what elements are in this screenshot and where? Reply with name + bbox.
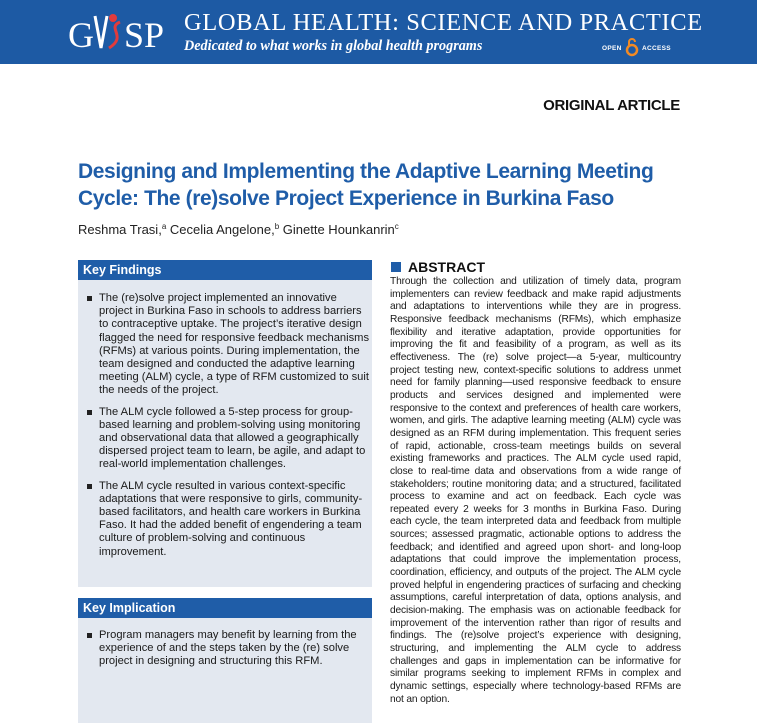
journal-banner — [0, 0, 757, 64]
article-type: ORIGINAL ARTICLE — [543, 97, 680, 114]
key-finding-item: The ALM cycle followed a 5-step process for group-based learning and problem-solving using monitoring and observational data that allowed a geographically dispersed project team to learn, be agile, and adapt to real-world implementation challenges. — [82, 406, 369, 472]
open-access-open: OPEN — [602, 45, 622, 52]
key-findings-list — [82, 292, 369, 567]
journal-title: GLOBAL HEALTH: SCIENCE AND PRACTICE — [184, 9, 703, 36]
key-finding-item: The (re)solve project implemented an innovative project in Burkina Faso in schools to address barriers to contraceptive uptake. The project’s iterative design flagged the need for responsive feedback mechanisms (RFMs) at various points. During implementation, the team designed and conducted the adaptive learning meeting (ALM) cycle, a type of RFM customized to suit the needs of the project. — [82, 292, 369, 398]
key-findings-heading: Key Findings — [78, 260, 372, 280]
svg-text:G: G — [68, 15, 94, 55]
open-lock-icon — [625, 37, 639, 57]
author-affiliation: c — [394, 222, 399, 231]
abstract-heading-text: ABSTRACT — [408, 259, 485, 275]
journal-tagline: Dedicated to what works in global health programs — [184, 38, 483, 54]
key-implication-item: Program managers may benefit by learning from the experience of and the steps taken by the (re) solve project in designing and structuring this RFM. — [82, 629, 369, 669]
key-implication-heading: Key Implication — [78, 598, 372, 618]
open-access-access: ACCESS — [642, 45, 671, 52]
open-access-badge — [598, 37, 678, 57]
article-title: Designing and Implementing the Adaptive Learning Meeting Cycle: The (re)solve Project Experience in Burkina Faso — [78, 160, 654, 210]
key-finding-item: The ALM cycle resulted in various context-specific adaptations that were responsive to girls, community-based facilitators, and health care workers in Burkina Faso. It had the added benefit of engendering a team culture of problem-solving and continuous improvement. — [82, 480, 369, 559]
author-affiliation: a — [161, 222, 167, 231]
abstract-heading — [391, 259, 485, 275]
author-name: Cecelia Angelone, — [169, 222, 275, 237]
author-name: Ginette Hounkanrin — [282, 222, 395, 237]
key-implication-list — [82, 629, 369, 677]
author-list — [78, 222, 399, 237]
abstract-text: Through the collection and utilization of timely data, program implementers can review feedback and make rapid adjustments and adaptations to interventions while they are in progress. Responsive feedback mechanisms (RFMs), which emphasize flexibility and iterative adaptation, provide opportunities for improving the fit and feasibility of a program, as well as its effectiveness. The (re) solve project—a 5-year, multicountry project testing new, context-specific solutions to address unmet need for family planning—used responsive feedback to ensure products and services designed and implemented were responsive to the context and preferences of health care workers, women, and girls. The adaptive learning meeting (ALM) cycle was designed as an RFM during implementation. This frequent series of rapid, actionable, cross-team meetings builds on several existing frameworks and practices. The ALM cycle used rapid, close to real-time data and observations from a wide range of stakeholders; routine monitoring data; and a structured, facilitated process to examine and act on feedback. Each cycle was repeated every 2 weeks for 3 months in Burkina Faso. During each cycle, the team interpreted data and feedback from multiple sources; assessed pragmatic, actionable options to address the feedback; and identified and agreed upon short- and long-loop adaptations that could improve the implementation process, coordination, efficiency, and outputs of the project. The ALM cycle proved helpful in engendering practices of surfacing and checking assumptions, careful interpretation of data, options analysis, and decision-making. The emphasis was on actionable feedback for improvement of the intervention rather than rigor of results and findings. The (re)solve project’s experience with designing, structuring, and implementing the ALM cycle to address challenges and gaps in implementation can be informative for similar programs seeking to implement RFMs in complex and dynamic settings, especially where technology-based RFMs are not an option. — [390, 276, 681, 705]
square-bullet-icon — [391, 262, 401, 272]
svg-text:SP: SP — [124, 15, 165, 55]
author-name: Reshma Trasi, — [78, 222, 162, 237]
ghsp-logo — [68, 8, 170, 56]
author-affiliation: b — [274, 222, 280, 231]
